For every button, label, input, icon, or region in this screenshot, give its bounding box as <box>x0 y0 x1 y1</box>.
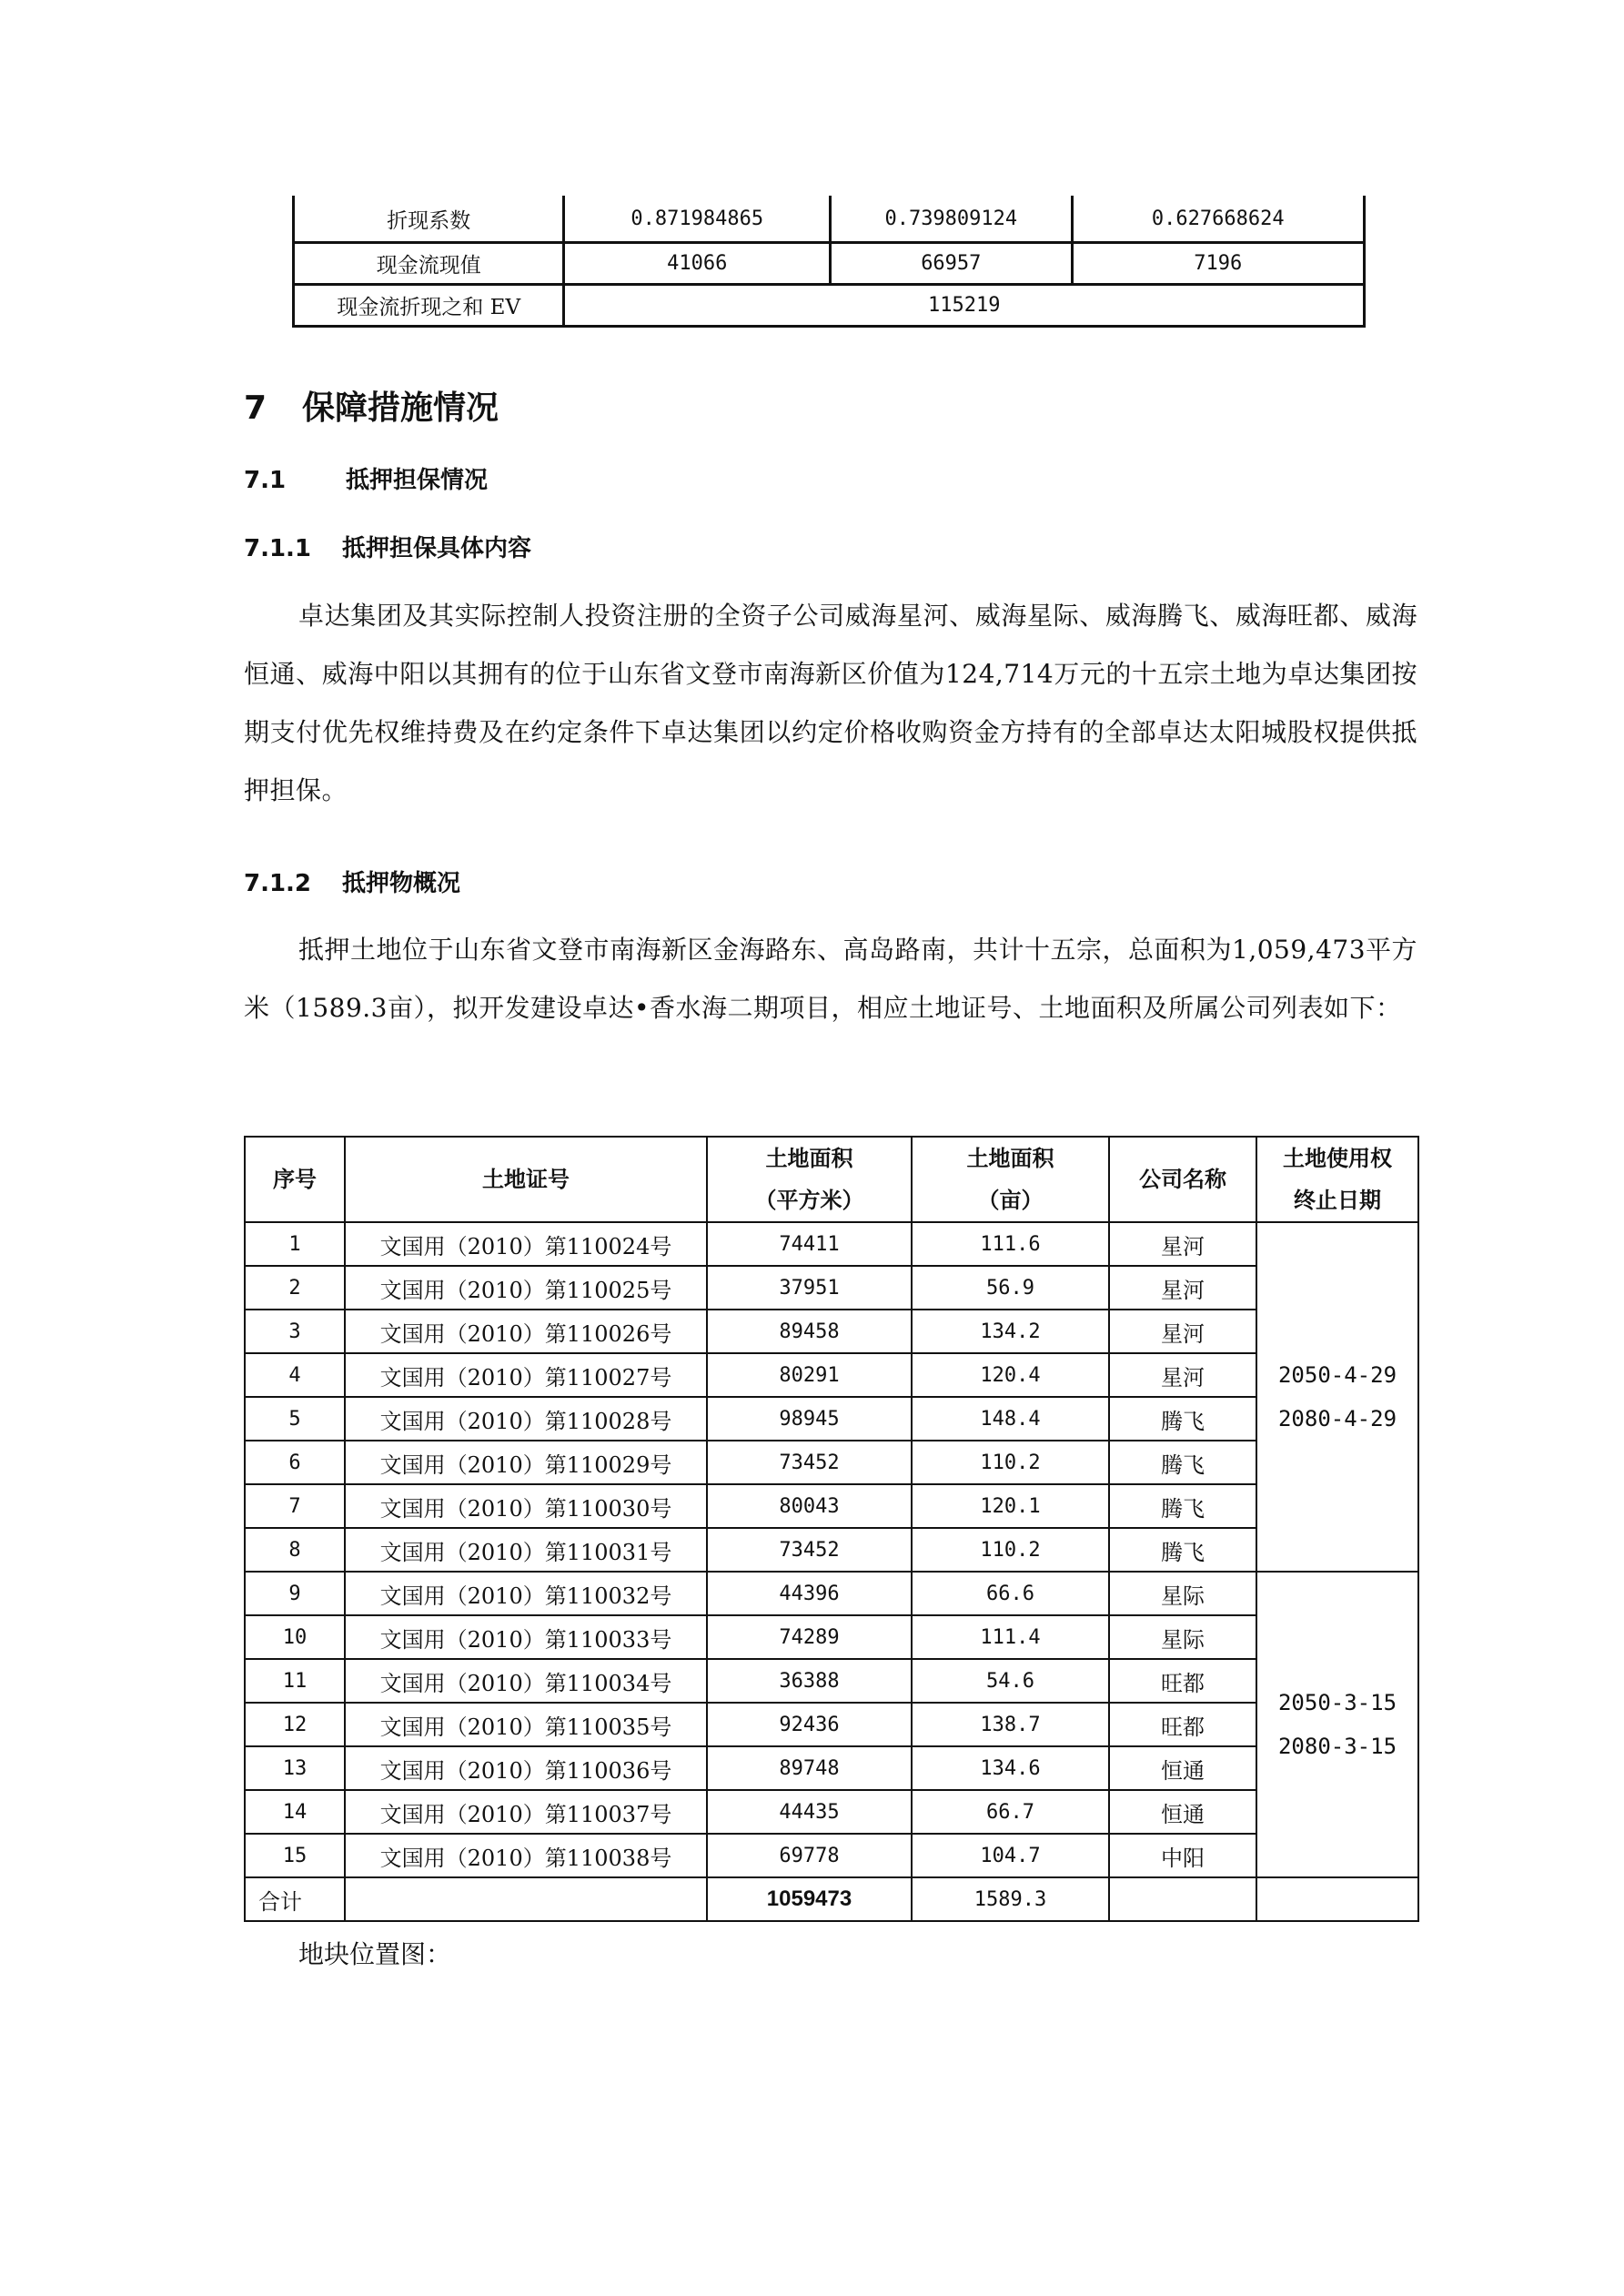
land-table <box>244 1136 1419 1922</box>
section-number: 7.1.2 <box>244 870 312 897</box>
header-line: 土地使用权 <box>1283 1146 1392 1171</box>
cell-cert: 文国用（2010）第110025号 <box>345 1266 707 1310</box>
cell-cert: 文国用（2010）第110034号 <box>345 1659 707 1703</box>
cell-cert: 文国用（2010）第110033号 <box>345 1615 707 1659</box>
cell-seq: 1 <box>245 1222 345 1266</box>
end-date-line: 2050-3-15 <box>1277 1690 1397 1715</box>
cell-area-mu: 138.7 <box>912 1703 1109 1746</box>
cell-area-sqm: 44435 <box>707 1790 912 1834</box>
table-row <box>245 1746 1418 1790</box>
end-date-line: 2050-4-29 <box>1277 1362 1397 1388</box>
table-cell: 66957 <box>831 243 1072 285</box>
table-row <box>245 1572 1418 1615</box>
cell-seq: 15 <box>245 1834 345 1877</box>
cell-company: 星河 <box>1109 1266 1256 1310</box>
row-label: 现金流折现之和 EV <box>294 285 564 327</box>
section-title: 保障措施情况 <box>302 389 499 427</box>
cell-cert: 文国用（2010）第110030号 <box>345 1484 707 1528</box>
section-heading-7-1-2 <box>244 865 460 898</box>
cell-area-mu: 54.6 <box>912 1659 1109 1703</box>
cell-seq: 14 <box>245 1790 345 1834</box>
cell-company: 恒通 <box>1109 1746 1256 1790</box>
cell-area-mu: 134.6 <box>912 1746 1109 1790</box>
cell-seq: 5 <box>245 1397 345 1441</box>
cell-area-mu: 148.4 <box>912 1397 1109 1441</box>
cell-seq: 4 <box>245 1353 345 1397</box>
header-area-sqm <box>707 1137 912 1222</box>
table-row <box>245 1266 1418 1310</box>
map-caption: 地块位置图： <box>298 1939 452 1969</box>
header-cert: 土地证号 <box>345 1137 707 1222</box>
header-seq: 序号 <box>245 1137 345 1222</box>
cell-cert: 文国用（2010）第110029号 <box>345 1441 707 1484</box>
cell-area-sqm: 36388 <box>707 1659 912 1703</box>
cell-area-mu: 120.4 <box>912 1353 1109 1397</box>
cell-seq: 11 <box>245 1659 345 1703</box>
table-row <box>294 243 1365 285</box>
cell-company: 星河 <box>1109 1222 1256 1266</box>
cell-area-mu: 134.2 <box>912 1310 1109 1353</box>
cell-cert: 文国用（2010）第110032号 <box>345 1572 707 1615</box>
header-company: 公司名称 <box>1109 1137 1256 1222</box>
cell-seq: 2 <box>245 1266 345 1310</box>
cell-cert: 文国用（2010）第110035号 <box>345 1703 707 1746</box>
cell-cert: 文国用（2010）第110031号 <box>345 1528 707 1572</box>
table-cell: 0.627668624 <box>1072 196 1364 243</box>
cell-area-mu: 56.9 <box>912 1266 1109 1310</box>
table-row <box>245 1790 1418 1834</box>
cell-company: 星河 <box>1109 1310 1256 1353</box>
cell-cert: 文国用（2010）第110037号 <box>345 1790 707 1834</box>
cell-area-mu: 104.7 <box>912 1834 1109 1877</box>
cell-empty <box>1109 1877 1256 1921</box>
cell-area-sqm: 74289 <box>707 1615 912 1659</box>
cell-area-sqm: 80043 <box>707 1484 912 1528</box>
header-area-mu <box>912 1137 1109 1222</box>
cell-area-mu: 110.2 <box>912 1441 1109 1484</box>
cell-area-mu: 110.2 <box>912 1528 1109 1572</box>
cell-cert: 文国用（2010）第110027号 <box>345 1353 707 1397</box>
section-number: 7 <box>244 389 267 427</box>
section-heading-7-1 <box>244 461 488 495</box>
cell-area-mu: 111.6 <box>912 1222 1109 1266</box>
cell-seq: 3 <box>245 1310 345 1353</box>
cell-area-mu: 120.1 <box>912 1484 1109 1528</box>
section-title: 抵押担保情况 <box>346 467 489 494</box>
cell-seq: 8 <box>245 1528 345 1572</box>
cell-area-sqm: 73452 <box>707 1528 912 1572</box>
cell-company: 腾飞 <box>1109 1528 1256 1572</box>
cell-area-sqm: 44396 <box>707 1572 912 1615</box>
cell-company: 腾飞 <box>1109 1441 1256 1484</box>
cell-end-date <box>1256 1572 1418 1877</box>
cell-area-sqm: 92436 <box>707 1703 912 1746</box>
header-line: （亩） <box>977 1188 1044 1213</box>
cell-area-mu: 66.7 <box>912 1790 1109 1834</box>
cell-seq: 10 <box>245 1615 345 1659</box>
header-line: 土地面积 <box>966 1146 1054 1171</box>
section-number: 7.1.1 <box>244 535 312 562</box>
cell-area-sqm: 69778 <box>707 1834 912 1877</box>
table-row <box>245 1441 1418 1484</box>
cell-company: 中阳 <box>1109 1834 1256 1877</box>
row-label: 现金流现值 <box>294 243 564 285</box>
table-row <box>245 1484 1418 1528</box>
total-ev-value: 115219 <box>564 285 1365 327</box>
cell-company: 星际 <box>1109 1615 1256 1659</box>
table-header-row <box>245 1137 1418 1222</box>
section-heading-7-1-1 <box>244 530 531 563</box>
cell-area-sqm: 74411 <box>707 1222 912 1266</box>
cell-area-mu: 66.6 <box>912 1572 1109 1615</box>
paragraph-collateral-overview: 抵押土地位于山东省文登市南海新区金海路东、高岛路南，共计十五宗，总面积为1,059,473平方米（1589.3亩），拟开发建设卓达•香水海二期项目，相应土地证号、土地面积及所属公司列表如下： <box>244 935 1418 1023</box>
cell-area-sqm: 89458 <box>707 1310 912 1353</box>
table-cell: 41066 <box>564 243 831 285</box>
end-date-line: 2080-4-29 <box>1277 1406 1397 1431</box>
paragraph-mortgage-content: 卓达集团及其实际控制人投资注册的全资子公司威海星河、威海星际、威海腾飞、威海旺都、威海恒通、威海中阳以其拥有的位于山东省文登市南海新区价值为124,714万元的十五宗土地为卓达集团按期支付优先权维持费及在约定条件下卓达集团以约定价格收购资金方持有的全部卓达太阳城股权提供抵押担保。 <box>244 601 1417 805</box>
section-title: 抵押物概况 <box>342 870 461 897</box>
cell-cert: 文国用（2010）第110024号 <box>345 1222 707 1266</box>
cell-company: 旺都 <box>1109 1703 1256 1746</box>
table-cell: 0.739809124 <box>831 196 1072 243</box>
table-row <box>294 196 1365 243</box>
table-row <box>245 1222 1418 1266</box>
header-line: 土地面积 <box>765 1146 853 1171</box>
cell-cert: 文国用（2010）第110026号 <box>345 1310 707 1353</box>
table-row-total <box>245 1877 1418 1921</box>
cell-area-sqm: 89748 <box>707 1746 912 1790</box>
cell-seq: 12 <box>245 1703 345 1746</box>
cell-cert: 文国用（2010）第110028号 <box>345 1397 707 1441</box>
cell-seq: 6 <box>245 1441 345 1484</box>
cell-company: 星河 <box>1109 1353 1256 1397</box>
section-title: 抵押担保具体内容 <box>342 535 532 562</box>
cell-company: 腾飞 <box>1109 1397 1256 1441</box>
cell-area-sqm: 80291 <box>707 1353 912 1397</box>
cell-empty <box>345 1877 707 1921</box>
cell-cert: 文国用（2010）第110038号 <box>345 1834 707 1877</box>
header-line: 终止日期 <box>1294 1188 1381 1213</box>
table-row <box>245 1353 1418 1397</box>
table-row <box>245 1615 1418 1659</box>
end-date-line: 2080-3-15 <box>1277 1734 1397 1759</box>
total-label: 合计 <box>245 1877 345 1921</box>
cell-company: 星际 <box>1109 1572 1256 1615</box>
table-row-total <box>294 285 1365 327</box>
cell-area-sqm: 73452 <box>707 1441 912 1484</box>
section-heading-7 <box>244 382 499 429</box>
cell-company: 腾飞 <box>1109 1484 1256 1528</box>
table-row <box>245 1659 1418 1703</box>
row-label: 折现系数 <box>294 196 564 243</box>
cell-empty <box>1256 1877 1418 1921</box>
table-row <box>245 1834 1418 1877</box>
cell-seq: 7 <box>245 1484 345 1528</box>
header-line: （平方米） <box>754 1188 864 1213</box>
cell-company: 旺都 <box>1109 1659 1256 1703</box>
table-cell: 7196 <box>1072 243 1364 285</box>
cell-area-mu: 111.4 <box>912 1615 1109 1659</box>
cell-area-sqm: 37951 <box>707 1266 912 1310</box>
table-row <box>245 1703 1418 1746</box>
cell-end-date <box>1256 1222 1418 1572</box>
cell-seq: 9 <box>245 1572 345 1615</box>
section-number: 7.1 <box>244 467 287 494</box>
cashflow-table <box>292 196 1366 328</box>
table-row <box>245 1528 1418 1572</box>
table-cell: 0.871984865 <box>564 196 831 243</box>
table-row <box>245 1397 1418 1441</box>
cell-total-sqm: 1059473 <box>707 1877 912 1921</box>
cell-area-sqm: 98945 <box>707 1397 912 1441</box>
table-row <box>245 1310 1418 1353</box>
cell-seq: 13 <box>245 1746 345 1790</box>
cell-company: 恒通 <box>1109 1790 1256 1834</box>
cell-total-mu: 1589.3 <box>912 1877 1109 1921</box>
cell-cert: 文国用（2010）第110036号 <box>345 1746 707 1790</box>
header-end-date <box>1256 1137 1418 1222</box>
